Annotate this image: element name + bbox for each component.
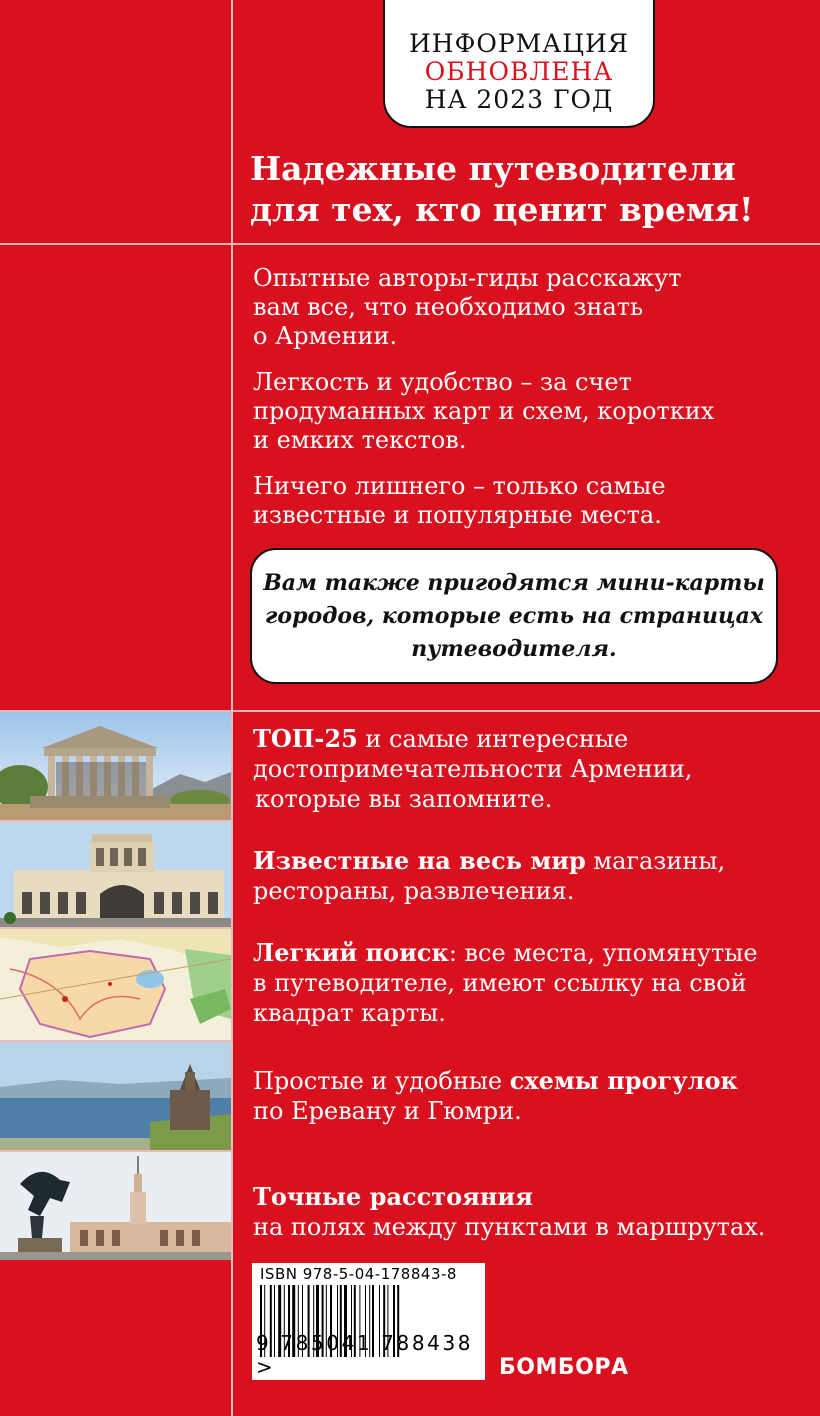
isbn-barcode xyxy=(252,1263,485,1380)
feature-top25 xyxy=(253,724,692,814)
updated-info-badge xyxy=(383,0,655,128)
feature-bold: Известные на весь мир xyxy=(253,846,586,875)
horizontal-divider xyxy=(0,243,820,245)
yerevan-station-photo xyxy=(0,1152,231,1260)
barcode-digits: 9 785041 788438 > xyxy=(256,1331,474,1379)
sevanavank-photo xyxy=(0,1042,231,1150)
feature-text: магазины, xyxy=(585,847,726,875)
note-line-1: Вам также пригодятся мини-карты xyxy=(263,570,765,596)
feature-text: рестораны, развлечения. xyxy=(253,877,575,905)
national-gallery-photo xyxy=(0,822,231,927)
badge-line-1: ИНФОРМАЦИЯ xyxy=(409,29,629,58)
para-line: продуманных карт и схем, коротких xyxy=(253,397,715,425)
headline-line-2: для тех, кто ценит время! xyxy=(250,190,754,229)
para-line: известные и популярные места. xyxy=(253,501,662,529)
para-line: Опытные авторы-гиды расскажут xyxy=(253,264,682,292)
note-line-3: путеводителя. xyxy=(411,636,617,662)
garni-temple-photo xyxy=(0,712,231,820)
isbn-text: ISBN 978-5-04-178843-8 xyxy=(260,1265,457,1283)
badge-line-2: ОБНОВЛЕНА xyxy=(424,57,614,86)
headline xyxy=(250,148,753,230)
feature-text: квадрат карты. xyxy=(253,999,446,1027)
paragraph-ease xyxy=(253,368,714,455)
headline-line-1: Надежные путеводители xyxy=(250,149,736,188)
note-line-2: городов, которые есть на страницах xyxy=(265,603,763,629)
para-line: Легкость и удобство – за счет xyxy=(253,368,632,396)
para-line: и емких текстов. xyxy=(253,426,467,454)
feature-text: Простые и удобные xyxy=(253,1067,510,1095)
paragraph-authors xyxy=(253,264,682,351)
publisher-logo: БОМБОРА xyxy=(499,1355,629,1380)
para-line: Ничего лишнего – только самые xyxy=(253,472,666,500)
feature-bold: схемы прогулок xyxy=(509,1066,738,1095)
feature-text: достопримечательности Армении, xyxy=(253,755,693,783)
feature-text: по Еревану и Гюмри. xyxy=(253,1097,522,1125)
feature-text: которые вы запомните. xyxy=(255,785,553,813)
armenia-map-photo xyxy=(0,929,231,1040)
feature-walk-schemes xyxy=(253,1066,738,1126)
feature-text: и самые интересные xyxy=(357,725,629,753)
feature-text: : все места, упомянутые xyxy=(448,939,758,967)
feature-world-famous xyxy=(253,846,725,906)
vertical-divider xyxy=(231,0,233,1416)
para-line: вам все, что необходимо знать xyxy=(253,293,644,321)
para-line: о Армении. xyxy=(253,322,398,350)
feature-distances xyxy=(253,1182,765,1242)
feature-bold: ТОП-25 xyxy=(253,724,358,753)
feature-text: в путеводителе, имеют ссылку на свой xyxy=(253,969,747,997)
feature-text: на полях между пунктами в маршрутах. xyxy=(253,1213,766,1241)
feature-easy-search xyxy=(253,938,758,1028)
feature-bold: Точные расстояния xyxy=(253,1182,533,1211)
feature-bold: Легкий поиск xyxy=(253,938,449,967)
paragraph-nothing-extra xyxy=(253,472,666,530)
mini-maps-note xyxy=(250,548,778,684)
badge-line-3: НА 2023 ГОД xyxy=(424,85,614,114)
